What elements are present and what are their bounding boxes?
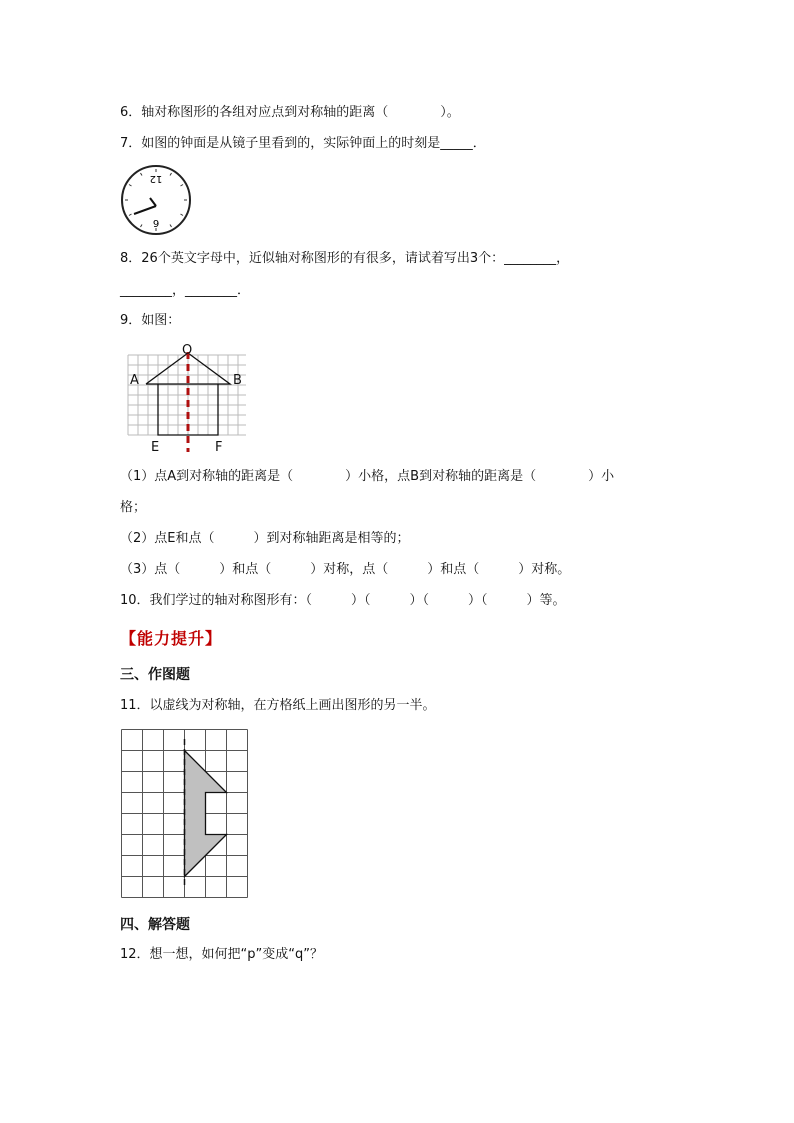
question-11: 11．以虚线为对称轴，在方格纸上画出图形的另一半。 <box>120 698 436 713</box>
label-f: F <box>215 440 223 455</box>
section-answer-heading: 四、解答题 <box>120 917 190 933</box>
question-9-2: （2）点E和点（ ）到对称轴距离是相等的； <box>120 531 410 546</box>
question-9-1-line-1: （1）点A到对称轴的距离是（ ）小格，点B到对称轴的距离是（ ）小 <box>120 469 615 484</box>
clock-6-mark: 6 <box>152 217 160 228</box>
label-a: A <box>130 373 139 388</box>
label-o: O <box>182 343 193 358</box>
section-drawing-heading: 三、作图题 <box>120 667 190 683</box>
question-8-line-1: 8．26个英文字母中，近似轴对称图形的有很多，请试着写出3个：________， <box>120 251 570 266</box>
house-grid-figure <box>120 340 260 455</box>
mirrored-clock-figure <box>118 162 194 238</box>
question-6: 6．轴对称图形的各组对应点到对称轴的距离（ ）。 <box>120 105 460 120</box>
ability-banner: 【能力提升】 <box>120 629 223 648</box>
question-7: 7．如图的钟面是从镜子里看到的，实际钟面上的时刻是_____． <box>120 136 486 151</box>
question-9-3: （3）点（ ）和点（ ）对称，点（ ）和点（ ）对称。 <box>120 562 571 577</box>
clock-12-label: 12 <box>149 173 163 184</box>
label-b: B <box>233 373 242 388</box>
question-12: 12．想一想，如何把“p”变成“q”？ <box>120 947 323 962</box>
label-e: E <box>151 440 160 455</box>
question-8-line-2: ________，________． <box>120 283 251 298</box>
question-9: 9．如图： <box>120 313 181 328</box>
question-10: 10．我们学过的轴对称图形有：（ ）（ ）（ ）（ ）等。 <box>120 593 566 608</box>
half-shape-grid-figure <box>121 729 251 900</box>
question-9-1-line-2: 格； <box>120 500 147 515</box>
